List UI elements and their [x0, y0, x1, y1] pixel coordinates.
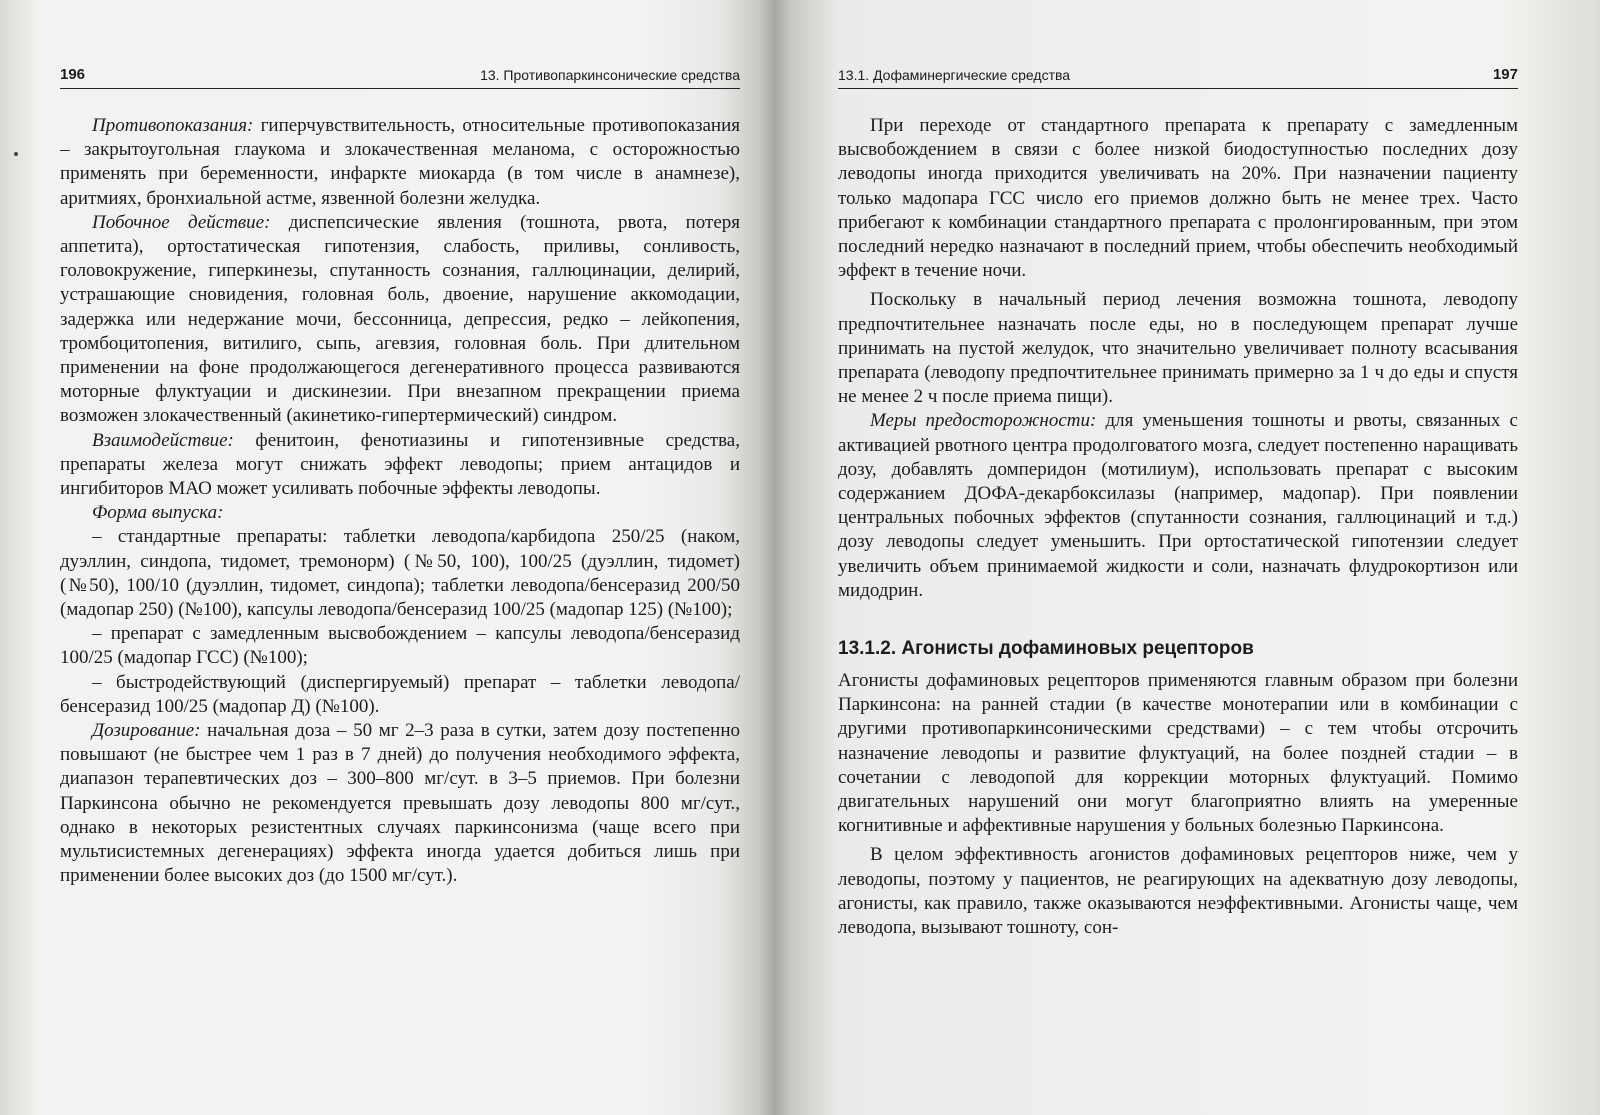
side-effects-text: диспепсические явления (тошнота, рвота, потеря аппетита), ортостатическая гипотензия, слабость, приливы, сонливость, головокружение, гиперкинезы, спутанность сознания, галлюцинации, делирий, устрашающие сновидения, головная боль, двоение, нарушение аккомодации, задержка или недержание мочи, бессонница, депрессия, редко – лейкопения, тромбоцитопения, витилиго, сыпь, агевзия, головная боль. При длительном применении на фоне продолжающегося дегенеративного процесса развиваются моторные флуктуации и дискинезии. При внезапном прекращении приема возможен злокачественный (акинетико-гипертермический) синдром.	[60, 211, 740, 427]
left-page-number: 196	[60, 66, 86, 83]
body-paragraph: Поскольку в начальный период лечения возможна тошнота, леводопу предпочтительнее назначать после еды, но в последующем препарат лучше принимать на пустой желудок, что значительно увеличивает полноту всасывания препарата (леводопу предпочтительнее принимать примерно за 1 ч до еды и спустя не менее 2 ч после приема пищи).	[838, 289, 1518, 408]
right-running-head	[838, 64, 1518, 89]
left-page-body	[60, 114, 740, 889]
precautions-paragraph	[838, 409, 1518, 603]
form-item: – препарат с замедленным высвобождением – капсулы леводопа/бенсеразид 100/25 (мадопар ГСС) (№100);	[60, 623, 740, 669]
right-page-body	[838, 114, 1518, 940]
form-paragraph	[60, 501, 740, 525]
interactions-label: Взаимодействие:	[92, 429, 234, 451]
body-paragraph: При переходе от стандартного препарата к препарату с замедленным высвобождением в связи с более низкой биодоступностью последних дозу леводопы иногда приходится увеличивать на 20%. При назначении пациенту только мадопара ГСС число его приемов должно быть не менее трех. Часто прибегают к комбинации стандартного препарата с пролонгированным, при этом последний нередко назначают в последний прием, чтобы обеспечить необходимый эффект в течение ночи.	[838, 115, 1518, 282]
precautions-label: Меры предосторожности:	[870, 410, 1097, 432]
form-label: Форма выпуска:	[92, 502, 224, 524]
left-running-title: 13. Противопаркинсонические средства	[480, 67, 740, 83]
dosage-paragraph	[60, 719, 740, 888]
precautions-text: для уменьшения тошноты и рвоты, связанных с активацией рвотного центра продолговатого мозга, следует постепенно наращивать дозу, добавлять домперидон (мотилиум), использовать препарат с высоким содержанием ДОФА-декарбоксилазы (например, мадопар). При появлении центральных побочных эффектов (спутанности сознания, галлюцинаций и т.д.) дозу леводопы следует уменьшить. При ортостатической гипотензии следует увеличить объем принимаемой жидкости и соли, назначать флудрокортизон или мидодрин.	[838, 410, 1518, 601]
form-item: – быстродействующий (диспергируемый) препарат – таблетки леводопа/бенсеразид 100/25 (мадопар Д) (№100).	[60, 671, 740, 717]
interactions-text: фенитоин, фенотиазины и гипотензивные средства, препараты железа могут снижать эффект леводопы; прием антацидов и ингибиторов МАО может усиливать побочные эффекты леводопы.	[60, 429, 740, 500]
body-paragraph: В целом эффективность агонистов дофаминовых рецепторов ниже, чем у леводопы, поэтому у пациентов, не реагирующих на адекватную дозу леводопы, агонисты, как правило, также оказываются неэффективными. Агонисты чаще, чем леводопа, вызывают тошноту, сон-	[838, 844, 1518, 939]
side-effects-label: Побочное действие:	[92, 211, 271, 233]
contraindications-label: Противопоказания:	[92, 115, 254, 136]
side-effects-paragraph	[60, 211, 740, 429]
right-page-number: 197	[1492, 66, 1518, 83]
dosage-label: Дозирование:	[92, 720, 201, 742]
form-item: – стандартные препараты: таблетки леводопа/карбидопа 250/25 (наком, дуэллин, синдопа, тидомет, тремонорм) (№50, 100), 100/25 (дуэллин, тидомет) (№50), 100/10 (дуэллин, тидомет, синдопа); таблетки леводопа/бенсеразид 200/50 (мадопар 250) (№100), капсулы леводопа/бенсеразид 100/25 (мадопар 125) (№100);	[60, 526, 740, 621]
page-mark	[14, 152, 18, 156]
left-running-head	[60, 64, 740, 89]
contraindications-paragraph	[60, 114, 740, 211]
contraindications-text: гиперчувствительность, относительные противопоказания – закрытоугольная глаукома и злокачественная меланома, с осторожностью применять при беременности, инфаркте миокарда (в том числе в анамнезе), аритмиях, бронхиальной астме, язвенной болезни желудка.	[60, 115, 740, 209]
left-page	[60, 0, 740, 1115]
interactions-paragraph	[60, 429, 740, 502]
section-heading: 13.1.2. Агонисты дофаминовых рецепторов	[838, 638, 1254, 660]
dosage-text: начальная доза – 50 мг 2–3 раза в сутки, затем дозу постепенно повышают (не быстрее чем 1 раз в 7 дней) до получения необходимого эффекта, диапазон терапевтических доз – 300–800 мг/сут. в 3–5 приемов. При болезни Паркинсона обычно не рекомендуется превышать дозу леводопы 800 мг/сут., однако в некоторых резистентных случаях паркинсонизма (чаще всего при мультисистемных дегенерациях) эффекта иногда удается добиться лишь при применении более высоких доз (до 1500 мг/сут.).	[60, 720, 740, 887]
body-paragraph: Агонисты дофаминовых рецепторов применяются главным образом при болезни Паркинсона: на ранней стадии (в качестве монотерапии или в комбинации с другими противопаркинсоническими средствами) – с тем чтобы отсрочить назначение леводопы и развитие флуктуаций, на более поздней стадии – в сочетании с леводопой для коррекции моторных флуктуаций. Помимо двигательных нарушений они могут благоприятно влиять на умеренные когнитивные и аффективные нарушения у больных болезнью Паркинсона.	[838, 670, 1518, 837]
right-running-title: 13.1. Дофаминергические средства	[838, 67, 1071, 83]
right-page	[838, 0, 1518, 1115]
